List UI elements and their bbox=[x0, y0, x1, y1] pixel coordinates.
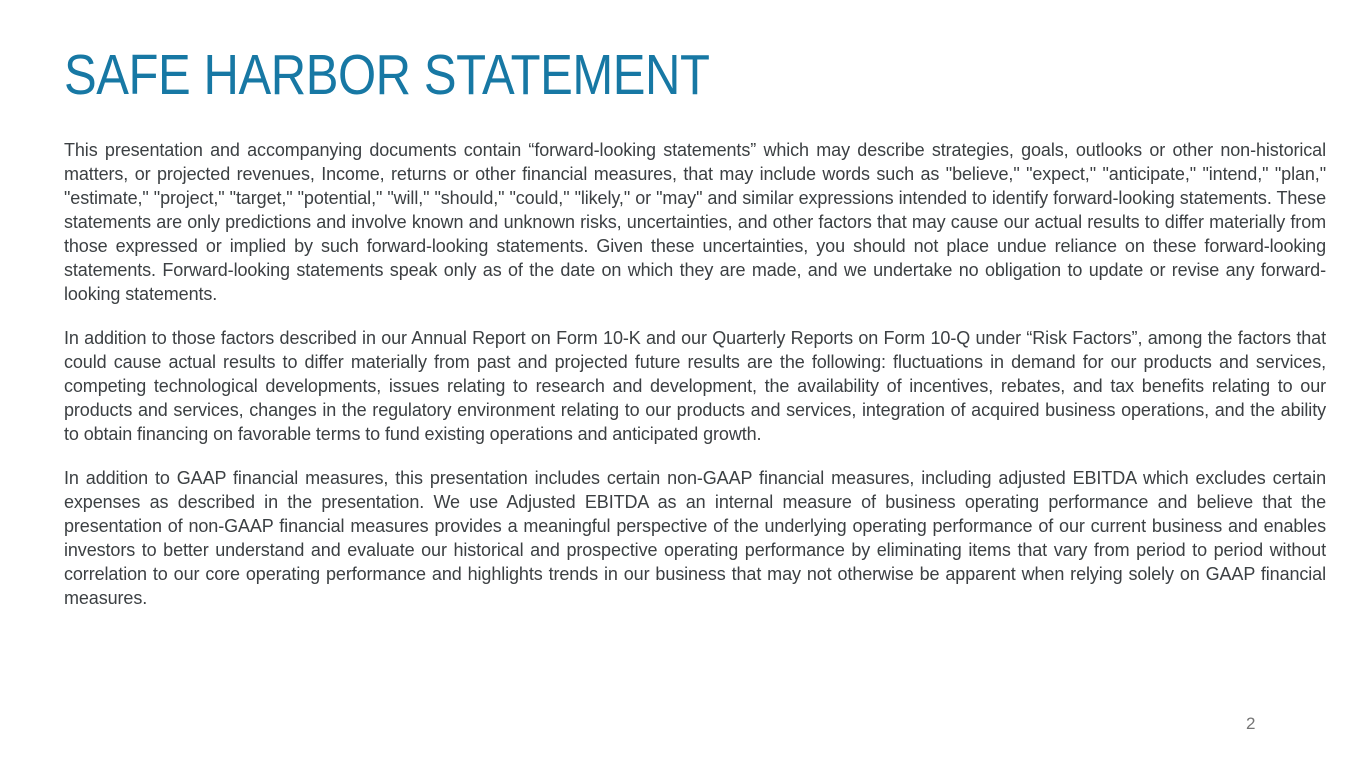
paragraph-forward-looking-statements: This presentation and accompanying documents contain “forward-looking statements” which may describe strategies, goals, outlooks or other non-historical matters, or projected revenues, Income, returns or other financial measures, that may include words such as "believe," "expect," "anticipate," "intend," "plan," "estimate," "project," "target," "potential," "will," "should," "could," "likely," or "may" and similar expressions intended to identify forward-looking statements. These statements are only predictions and involve known and unknown risks, uncertainties, and other factors that may cause our actual results to differ materially from those expressed or implied by such forward-looking statements. Given these uncertainties, you should not place undue reliance on these forward-looking statements. Forward-looking statements speak only as of the date on which they are made, and we undertake no obligation to update or revise any forward-looking statements. bbox=[64, 140, 1326, 304]
paragraph-non-gaap-measures: In addition to GAAP financial measures, this presentation includes certain non-GAAP financial measures, including adjusted EBITDA which excludes certain expenses as described in the presentation. We use Adjusted EBITDA as an internal measure of business operating performance and believe that the presentation of non-GAAP financial measures provides a meaningful perspective of the underlying operating performance of our current business and enables investors to better understand and evaluate our historical and prospective operating performance by eliminating items that vary from period to period without correlation to our core operating performance and highlights trends in our business that may not otherwise be apparent when relying solely on GAAP financial measures. bbox=[64, 468, 1326, 608]
slide-title: SAFE HARBOR STATEMENT bbox=[64, 43, 710, 107]
slide-body bbox=[64, 138, 1326, 610]
paragraph-risk-factors: In addition to those factors described in our Annual Report on Form 10-K and our Quarterly Reports on Form 10-Q under “Risk Factors”, among the factors that could cause actual results to differ materially from past and projected future results are the following: fluctuations in demand for our products and services, competing technological developments, issues relating to research and development, the availability of incentives, rebates, and tax benefits relating to our products and services, changes in the regulatory environment relating to our products and services, integration of acquired business operations, and the ability to obtain financing on favorable terms to fund existing operations and anticipated growth. bbox=[64, 328, 1326, 444]
page-number: 2 bbox=[1246, 714, 1256, 733]
